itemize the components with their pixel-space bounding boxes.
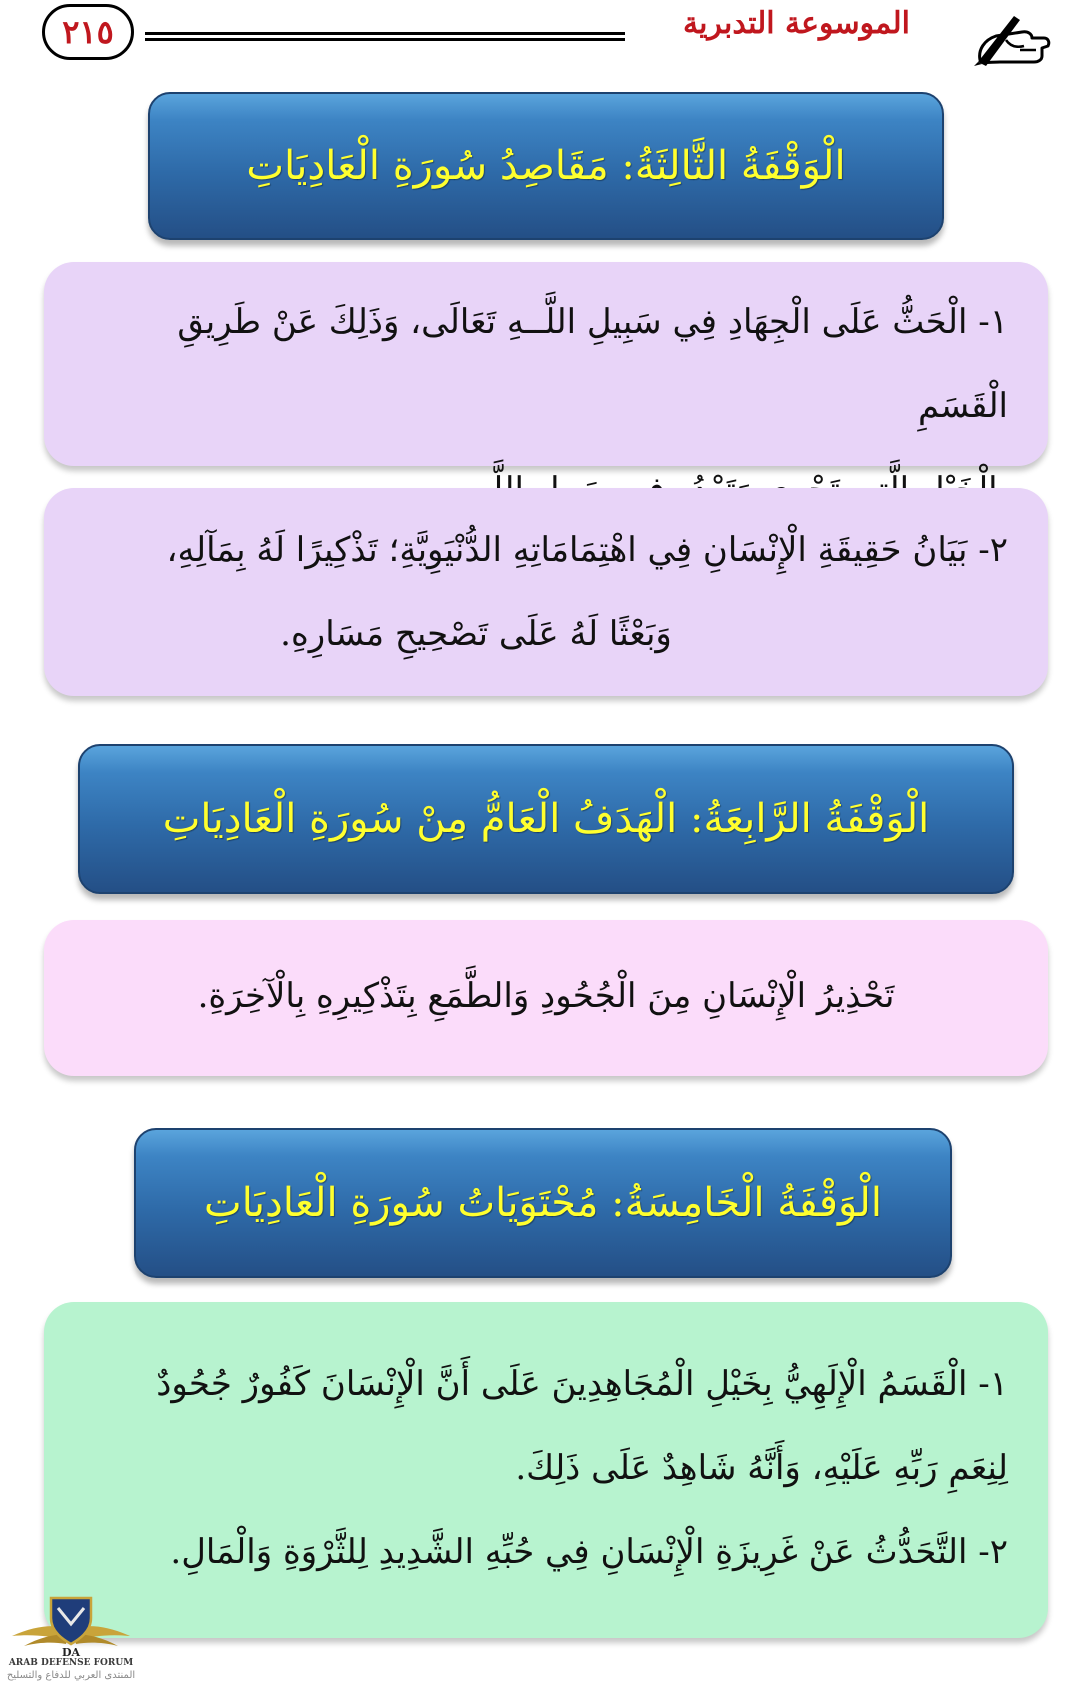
- forum-watermark-logo: [6, 1594, 136, 1684]
- contents-card: [44, 1302, 1048, 1638]
- objectives-card-2: [44, 488, 1048, 696]
- logo-name-english: ARAB DEFENSE FORUM: [8, 1658, 134, 1668]
- card-line: وَبَعْثًا لَهُ عَلَى تَصْحِيحِ مَسَارِهِ.: [280, 614, 672, 654]
- book-title: الموسوعة التدبرية: [683, 6, 910, 41]
- pen-writing-icon: [970, 10, 1052, 66]
- section-heading-text: الْوَقْفَةُ الرَّابِعَةُ: الْهَدَفُ الْعَامُّ مِنْ سُورَةِ الْعَادِيَاتِ: [162, 796, 930, 842]
- section-heading-fourth-stop: [78, 744, 1014, 894]
- general-goal-card: [44, 920, 1048, 1076]
- card-line: ١- الْحَثُّ عَلَى الْجِهَادِ فِي سَبِيلِ اللَّــهِ تَعَالَى، وَذَلِكَ عَنْ طَرِيقِ الْقَسَمِ: [177, 302, 1008, 426]
- card-line: ٢- التَّحَدُّثُ عَنْ غَرِيزَةِ الْإِنْسَانِ فِي حُبِّهِ الشَّدِيدِ لِلثَّرْوَةِ وَالْمَالِ.: [170, 1532, 1008, 1572]
- header-rule: [145, 32, 625, 41]
- card-line: ١- الْقَسَمُ الْإِلَهِيُّ بِخَيْلِ الْمُجَاهِدِينَ عَلَى أَنَّ الْإِنْسَانَ كَفُورٌ جُحُودٌ: [156, 1364, 1008, 1404]
- section-heading-fifth-stop: [134, 1128, 952, 1278]
- section-heading-text: الْوَقْفَةُ الْخَامِسَةُ: مُحْتَوَيَاتُ سُورَةِ الْعَادِيَاتِ: [204, 1180, 882, 1226]
- page-number: ٢١٥: [42, 4, 134, 60]
- logo-monogram: DA: [61, 1646, 81, 1658]
- section-heading-third-stop: [148, 92, 944, 240]
- objectives-card-1: [44, 262, 1048, 466]
- card-line: ٢- بَيَانُ حَقِيقَةِ الْإِنْسَانِ فِي اهْتِمَامَاتِهِ الدُّنْيَوِيَّةِ؛ تَذْكِيرًا لَهُ بِمَآلِهِ،: [166, 530, 1008, 570]
- shield-wings-icon: [6, 1594, 136, 1658]
- logo-name-arabic: المنتدى العربي للدفاع والتسليح: [6, 1670, 136, 1681]
- card-line: لِنِعَمِ رَبِّهِ عَلَيْهِ، وَأَنَّهُ شَاهِدٌ عَلَى ذَلِكَ.: [515, 1448, 1008, 1488]
- card-line: تَحْذِيرُ الْإِنْسَانِ مِنَ الْجُحُودِ وَالطَّمَعِ بِتَذْكِيرِهِ بِالْآخِرَةِ.: [197, 976, 895, 1016]
- section-heading-text: الْوَقْفَةُ الثَّالِثَةُ: مَقَاصِدُ سُورَةِ الْعَادِيَاتِ: [246, 143, 846, 189]
- page-header: [0, 0, 1080, 78]
